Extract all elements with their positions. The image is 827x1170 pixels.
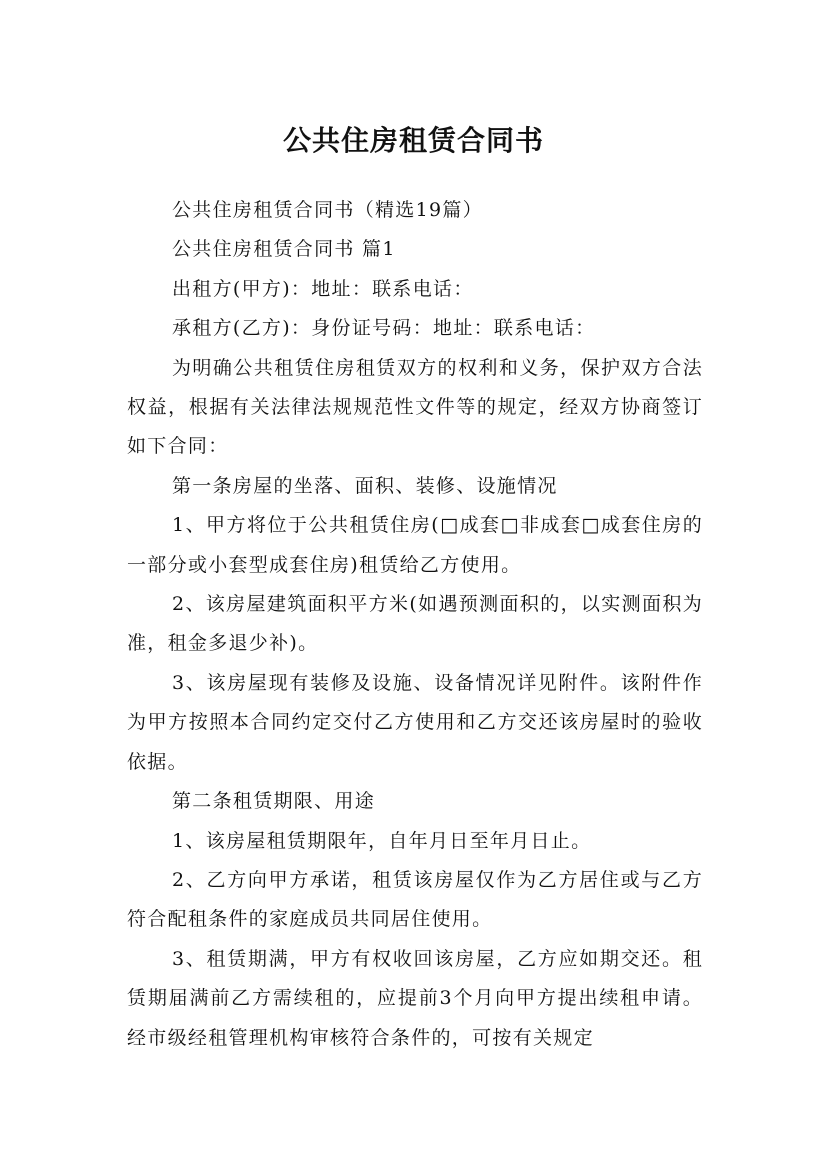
- paragraph-article-1-item-1: 1、甲方将位于公共租赁住房(□成套□非成套□成套住房的一部分或小套型成套住房)租赁给乙方使用。: [127, 514, 703, 576]
- paragraph-preamble: 为明确公共租赁住房租赁双方的权利和义务，保护双方合法权益，根据有关法律法规规范性文件等的规定，经双方协商签订如下合同：: [127, 356, 703, 458]
- paragraph-article-2-item-2: 2、乙方向甲方承诺，租赁该房屋仅作为乙方居住或与乙方符合配租条件的家庭成员共同居住使用。: [127, 868, 703, 931]
- paragraph-lessee: 承租方(乙方)：身份证号码：地址：联系电话：: [172, 317, 596, 340]
- paragraph-subtitle: 公共住房租赁合同书（精选19篇）: [172, 199, 483, 221]
- document-title: 公共住房租赁合同书: [282, 123, 544, 157]
- paragraph-article-1-item-2: 2、该房屋建筑面积平方米(如遇预测面积的，以实测面积为准，租金多退少补)。: [127, 593, 703, 655]
- paragraph-article-2-item-1: 1、该房屋租赁期限年，自年月日至年月日止。: [172, 829, 592, 852]
- paragraph-article-2-item-3: 3、租赁期满，甲方有权收回该房屋，乙方应如期交还。租赁期届满前乙方需续租的，应提前3个月向甲方提出续租申请。经市级经租管理机构审核符合条件的，可按有关规定: [127, 947, 703, 1049]
- paragraph-article-1-item-3: 3、该房屋现有装修及设施、设备情况详见附件。该附件作为甲方按照本合同约定交付乙方使用和乙方交还该房屋时的验收依据。: [127, 671, 703, 773]
- paragraph-lessor: 出租方(甲方)：地址：联系电话：: [172, 277, 474, 300]
- document-body: [127, 191, 703, 1058]
- paragraph-article-2-heading: 第二条租赁期限、用途: [172, 790, 376, 813]
- paragraph-section-heading: 公共住房租赁合同书 篇1: [172, 238, 396, 261]
- paragraph-article-1-heading: 第一条房屋的坐落、面积、装修、设施情况: [172, 474, 558, 497]
